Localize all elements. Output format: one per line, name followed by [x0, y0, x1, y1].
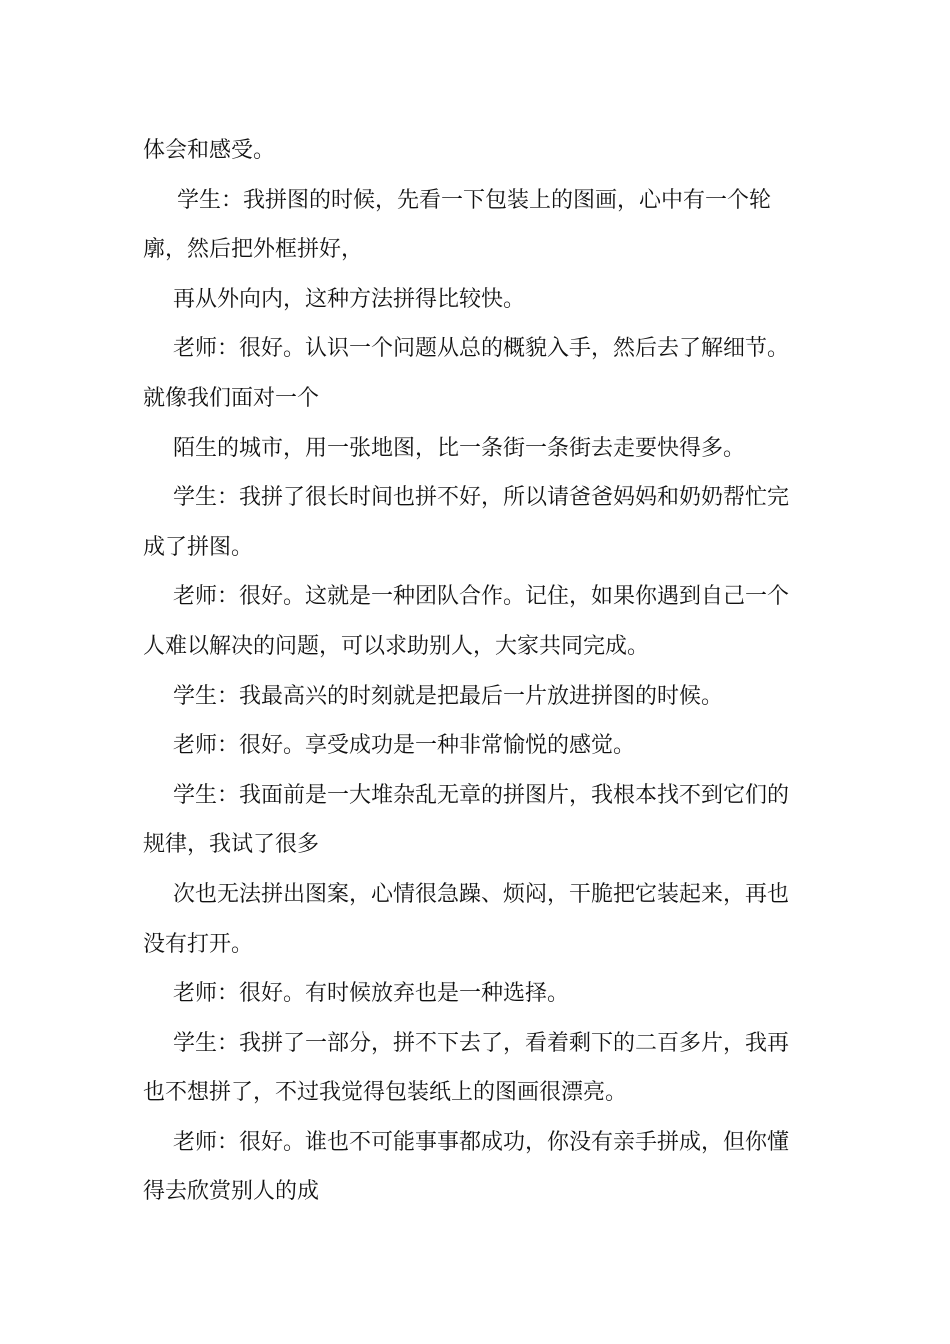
- text-line: 陌生的城市，用一张地图，比一条街一条街去走要快得多。: [173, 435, 746, 461]
- text-line: 老师：很好。谁也不可能事事都成功，你没有亲手拼成，但你懂: [173, 1129, 790, 1155]
- text-line: 得去欣赏别人的成: [143, 1179, 320, 1205]
- text-line: 就像我们面对一个: [143, 385, 320, 411]
- text-line: 再从外向内，这种方法拼得比较快。: [173, 286, 526, 312]
- text-line: 老师：很好。享受成功是一种非常愉悦的感觉。: [173, 733, 636, 759]
- text-line: 学生：我拼了一部分，拼不下去了，看着剩下的二百多片，我再: [173, 1030, 790, 1056]
- text-line: 人难以解决的问题，可以求助别人，大家共同完成。: [143, 633, 650, 659]
- text-line: 次也无法拼出图案，心情很急躁、烦闷，干脆把它装起来，再也: [173, 881, 790, 907]
- text-line: 体会和感受。: [143, 138, 276, 163]
- text-line: 廓，然后把外框拼好，: [143, 237, 364, 263]
- text-line: 成了拼图。: [143, 534, 254, 560]
- text-line: 学生：我面前是一大堆杂乱无章的拼图片，我根本找不到它们的: [173, 782, 790, 808]
- text-line: 学生：我拼图的时候，先看一下包装上的图画，心中有一个轮: [177, 187, 772, 213]
- text-line: 老师：很好。这就是一种团队合作。记住，如果你遇到自己一个: [173, 584, 790, 610]
- text-line: 规律，我试了很多: [143, 832, 320, 858]
- text-line: 学生：我拼了很长时间也拼不好，所以请爸爸妈妈和奶奶帮忙完: [173, 485, 790, 511]
- text-line: 学生：我最高兴的时刻就是把最后一片放进拼图的时候。: [173, 683, 724, 709]
- text-line: 老师：很好。认识一个问题从总的概貌入手，然后去了解细节。: [173, 336, 790, 362]
- text-line: 也不想拼了，不过我觉得包装纸上的图画很漂亮。: [143, 1080, 628, 1106]
- text-line: 老师：很好。有时候放弃也是一种选择。: [173, 981, 570, 1007]
- text-line: 没有打开。: [143, 931, 254, 957]
- document-body: [143, 126, 813, 1217]
